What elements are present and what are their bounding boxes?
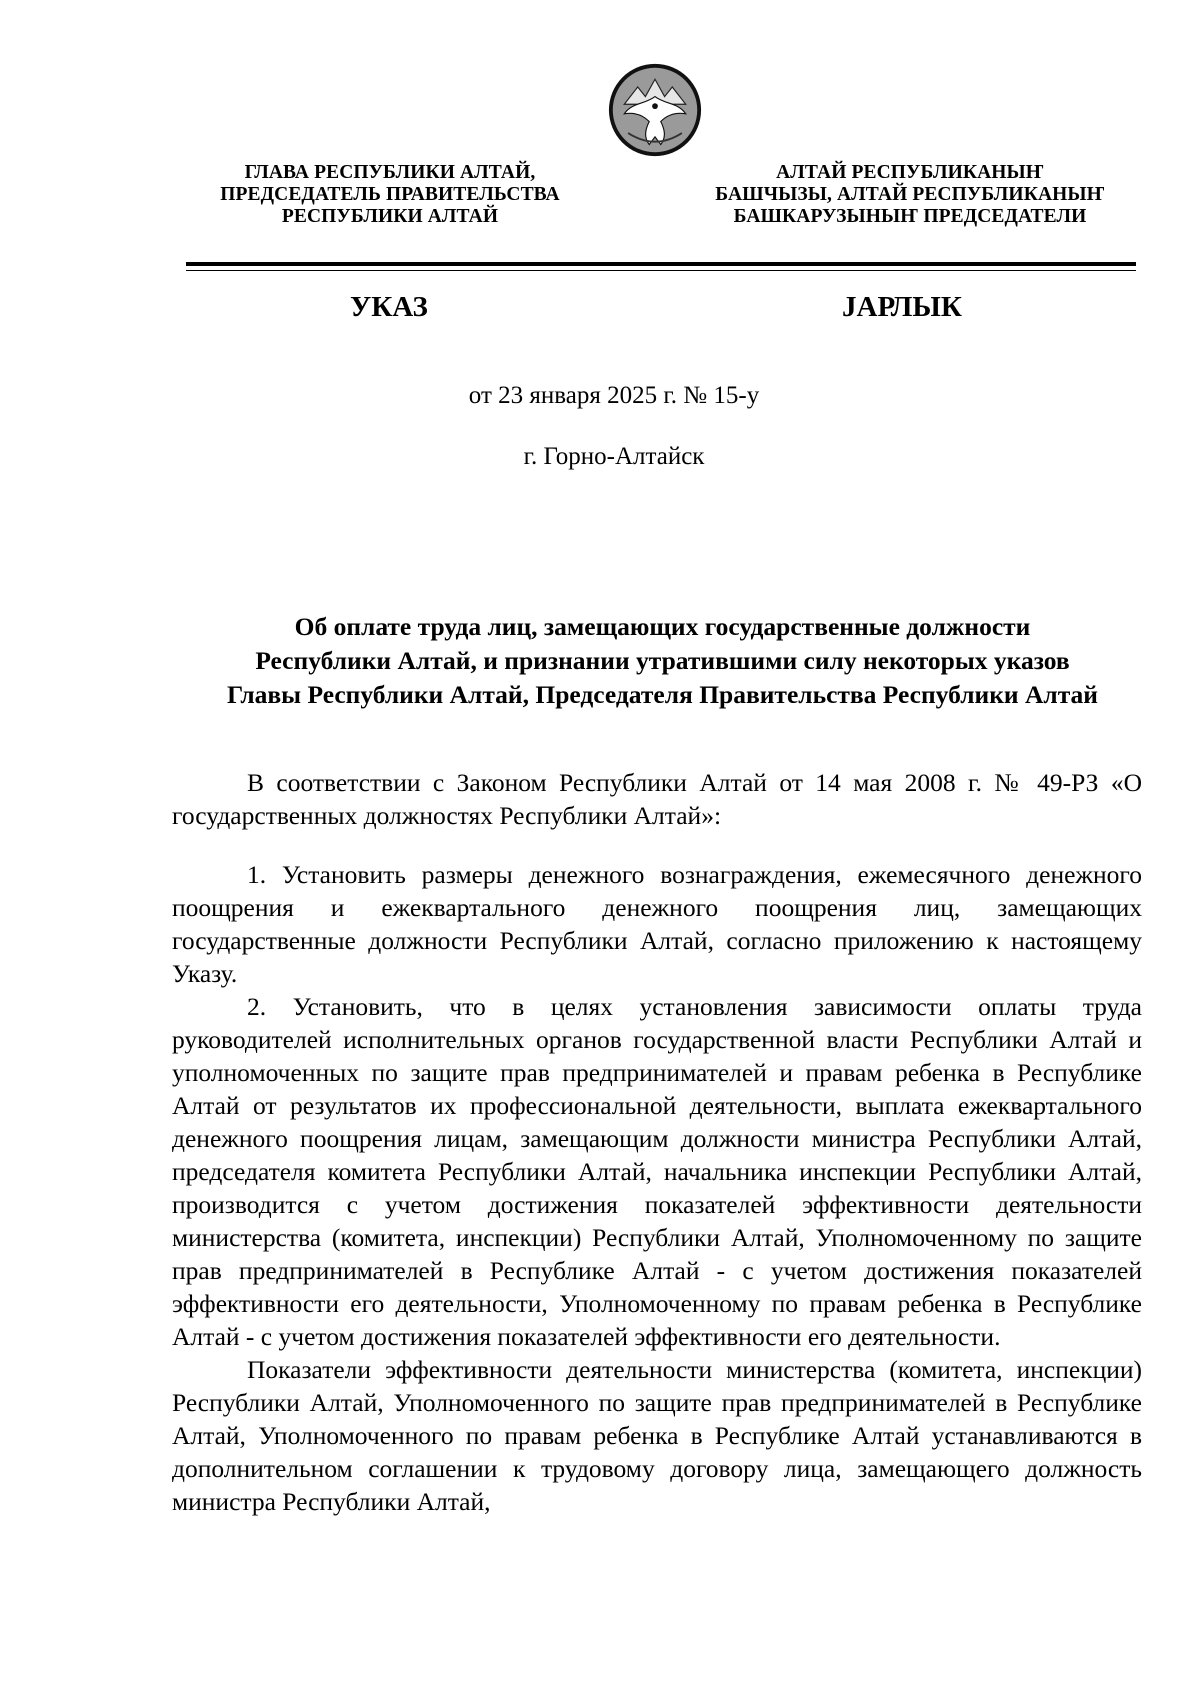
header-right-line: АЛТАЙ РЕСПУБЛИКАНЫҤ — [776, 162, 1044, 183]
title-line: Республики Алтай, и признании утратившими силу некоторых указов — [255, 646, 1070, 675]
title-line: Об оплате труда лиц, замещающих государственные должности — [294, 612, 1031, 641]
body-paragraph-indicators: Показатели эффективности деятельности министерства (комитета, инспекции) Республики Алтай, Уполномоченного по защите прав предпринимателей в Республике Алтай, Уполномоченного по правам ребенка в Республике Алтай устанавливаются в дополнительном соглашении к трудовому договору лица, замещающего должность министра Республики Алтай, — [172, 1355, 1142, 1516]
header-divider-thin — [186, 270, 1136, 271]
body-paragraph-item-1: 1. Установить размеры денежного вознаграждения, ежемесячного денежного поощрения и ежеквартального денежного поощрения лиц, замещающих государственные должности Республики Алтай, согласно приложению к настоящему Указу. — [172, 860, 1142, 988]
header-right-authority — [690, 162, 1130, 228]
title-line: Главы Республики Алтай, Председателя Правительства Республики Алтай — [227, 680, 1098, 709]
header-right-line: БАШКАРУЗЫНЫҤ ПРЕДСЕДАТЕЛИ — [733, 206, 1087, 227]
body-paragraph-preamble: В соответствии с Законом Республики Алтай от 14 мая 2008 г. № 49-РЗ «О государственных должностях Республики Алтай»: — [172, 768, 1142, 830]
document-body — [172, 766, 1142, 1518]
document-date-number: от 23 января 2025 г. № 15-у — [468, 382, 760, 409]
header-divider-thick — [186, 262, 1136, 266]
header-left-authority — [180, 162, 600, 228]
coat-of-arms-emblem — [607, 62, 703, 158]
document-city: г. Горно-Алтайск — [523, 443, 705, 470]
body-paragraph-item-2: 2. Установить, что в целях установления зависимости оплаты труда руководителей исполнительных органов государственной власти Республики Алтай и уполномоченных по защите прав предпринимателей и правам ребенка в Республике Алтай от результатов их профессиональной деятельности, выплата ежеквартального денежного поощрения лицам, замещающим должности министра Республики Алтай, председателя комитета Республики Алтай, начальника инспекции Республики Алтай, производится с учетом достижения показателей эффективности деятельности министерства (комитета, инспекции) Республики Алтай, Уполномоченному по защите прав предпринимателей в Республике Алтай - с учетом достижения показателей эффективности его деятельности, Уполномоченному по правам ребенка в Республике Алтай - с учетом достижения показателей эффективности его деятельности. — [172, 992, 1142, 1351]
header-left-line: ПРЕДСЕДАТЕЛЬ ПРАВИТЕЛЬСТВА — [220, 184, 560, 205]
header-right-line: БАШЧЫЗЫ, АЛТАЙ РЕСПУБЛИКАНЫҤ — [715, 184, 1105, 205]
header-left-line: ГЛАВА РЕСПУБЛИКИ АЛТАЙ, — [244, 162, 536, 183]
doc-type-russian: УКАЗ — [350, 291, 428, 323]
header-left-line: РЕСПУБЛИКИ АЛТАЙ — [281, 206, 499, 227]
doc-type-altai: ЈАРЛЫК — [842, 291, 962, 323]
document-title — [170, 610, 1155, 712]
